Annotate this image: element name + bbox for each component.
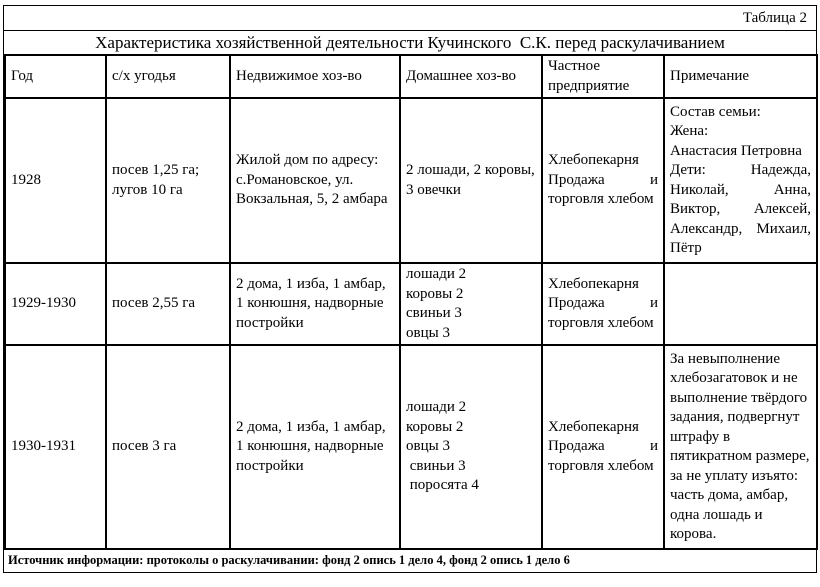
cell-note xyxy=(664,263,817,345)
cell-real-estate: 2 дома, 1 изба, 1 амбар, 1 конюшня, надворные постройки xyxy=(230,263,400,345)
column-header-enterprise: Частное предприятие xyxy=(542,55,664,98)
table-header-row xyxy=(5,55,817,98)
cell-enterprise: Хлебопекарня Продажа и торговля хлебом xyxy=(542,263,664,345)
column-header-household: Домашнее хоз-во xyxy=(400,55,542,98)
cell-household: лошади 2 коровы 2 овцы 3 свиньи 3 поросята 4 xyxy=(400,345,542,549)
table-row xyxy=(5,98,817,263)
column-header-year: Год xyxy=(5,55,106,98)
cell-enterprise: Хлебопекарня Продажа и торговля хлебом xyxy=(542,345,664,549)
cell-land: посев 1,25 га; лугов 10 га xyxy=(106,98,230,263)
cell-year: 1929-1930 xyxy=(5,263,106,345)
table-row xyxy=(5,345,817,549)
table-caption: Таблица 2 xyxy=(4,6,816,31)
cell-year: 1928 xyxy=(5,98,106,263)
cell-real-estate: Жилой дом по адресу: с.Романовское, ул. Вокзальная, 5, 2 амбара xyxy=(230,98,400,263)
column-header-note: Примечание xyxy=(664,55,817,98)
cell-real-estate: 2 дома, 1 изба, 1 амбар, 1 конюшня, надворные постройки xyxy=(230,345,400,549)
cell-household: 2 лошади, 2 коровы, 3 овечки xyxy=(400,98,542,263)
cell-enterprise: Хлебопекарня Продажа и торговля хлебом xyxy=(542,98,664,263)
table-row xyxy=(5,263,817,345)
cell-note: Состав семьи: Жена: Анастасия Петровна Дети: Надежда, Николай, Анна, Виктор, Алексей, Александр, Михаил, Пётр xyxy=(664,98,817,263)
column-header-land: с/х угодья xyxy=(106,55,230,98)
cell-land: посев 2,55 га xyxy=(106,263,230,345)
cell-household: лошади 2 коровы 2 свиньи 3 овцы 3 xyxy=(400,263,542,345)
column-header-real-estate: Недвижимое хоз-во xyxy=(230,55,400,98)
document-title: Характеристика хозяйственной деятельности Кучинского С.К. перед раскулачиванием xyxy=(95,33,725,52)
source-note: Источник информации: протоколы о раскулачивании: фонд 2 опись 1 дело 4, фонд 2 опись 1 дело 6 xyxy=(8,553,570,567)
cell-land: посев 3 га xyxy=(106,345,230,549)
activity-table xyxy=(4,54,818,550)
cell-year: 1930-1931 xyxy=(5,345,106,549)
document-sheet xyxy=(3,5,817,573)
cell-note: За невыполнение хлебозагатовок и не выполнение твёрдого задания, подвергнут штрафу в пятикратном размере, за не уплату изъято: часть дома, амбар, одна лошадь и корова. xyxy=(664,345,817,549)
